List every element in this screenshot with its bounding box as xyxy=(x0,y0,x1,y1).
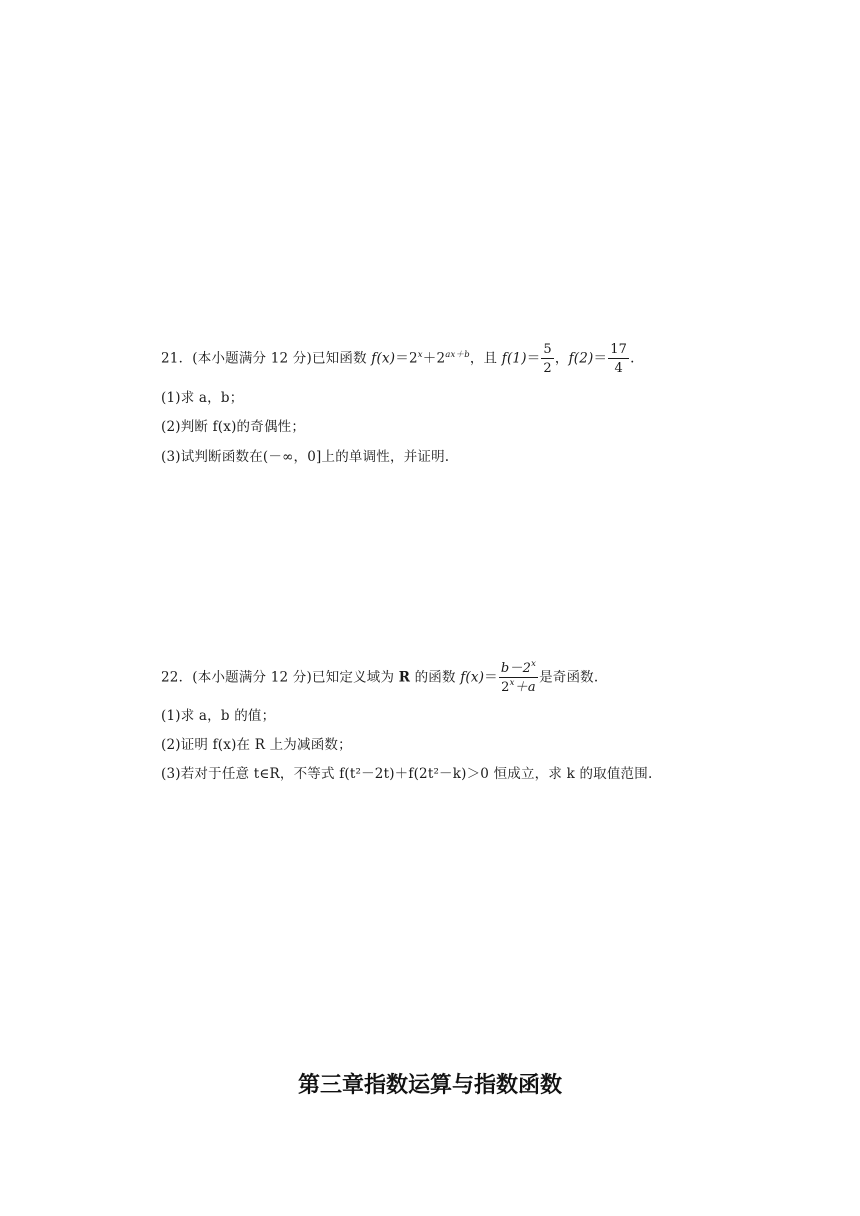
condition-text: ，且 xyxy=(469,350,498,367)
problem-22-part-1: (1)求 a，b 的值； xyxy=(161,708,276,724)
problem-22-stem xyxy=(161,659,599,695)
plus-sign: ＋ xyxy=(422,350,437,367)
fraction-numerator: 5 xyxy=(543,342,552,357)
equals-sign: ＝ xyxy=(484,669,498,686)
real-set-symbol: R xyxy=(398,669,411,686)
denominator-tail: ＋a xyxy=(514,680,536,695)
period: . xyxy=(630,350,635,367)
base-two: 2 xyxy=(436,350,446,367)
problem-21-part-2: (2)判断 f(x)的奇偶性； xyxy=(161,419,306,435)
fraction-denominator: 2 xyxy=(543,361,552,376)
base-two: 2 xyxy=(408,350,418,367)
fraction-f1 xyxy=(541,343,553,375)
problem-21-points: (本小题满分 12 分) xyxy=(192,350,312,367)
problem-21-number: 21． xyxy=(161,350,193,367)
fraction-denominator xyxy=(499,678,538,694)
exponent-ax-plus-b: ax＋b xyxy=(445,349,470,360)
fraction-numerator: 17 xyxy=(610,342,628,357)
problem-22-stem-text: 已知定义域为 xyxy=(311,669,395,686)
function-name: f(x) xyxy=(460,669,485,686)
f2-label: f(2) xyxy=(568,350,594,367)
problem-22-number: 22． xyxy=(161,669,193,686)
problem-21-stem-text: 已知函数 xyxy=(311,350,367,367)
problem-21-stem xyxy=(161,343,635,375)
problem-22-stem-text-b: 的函数 xyxy=(414,669,456,686)
denominator-exponent: x xyxy=(509,678,515,688)
problem-22-points: (本小题满分 12 分) xyxy=(192,669,312,686)
numerator-exponent: x xyxy=(531,659,537,669)
problem-22-part-3: (3)若对于任意 t∈R，不等式 f(t²－2t)＋f(2t²－k)＞0 恒成立，求 k 的取值范围. xyxy=(161,766,653,782)
chapter-title: 第三章指数运算与指数函数 xyxy=(297,1073,562,1098)
f1-label: f(1) xyxy=(501,350,527,367)
numerator-text: b－2 xyxy=(500,661,532,676)
function-name: f(x) xyxy=(371,350,396,367)
problem-21-part-3: (3)试判断函数在(－∞，0]上的单调性，并证明. xyxy=(161,449,450,465)
problem-22-part-2: (2)证明 f(x)在 R 上为减函数； xyxy=(161,737,352,753)
stem-end: 是奇函数. xyxy=(539,669,599,686)
problem-21-part-1: (1)求 a，b； xyxy=(161,390,244,406)
fraction-denominator: 4 xyxy=(614,361,623,376)
denominator-base: 2 xyxy=(501,680,510,695)
separator: ， xyxy=(554,350,569,367)
equals-sign: ＝ xyxy=(395,350,409,367)
equals-sign: ＝ xyxy=(526,350,541,367)
fraction-f2 xyxy=(608,343,629,375)
equals-sign: ＝ xyxy=(593,350,608,367)
exponent-x: x xyxy=(417,349,423,360)
fraction-f xyxy=(499,659,538,695)
fraction-numerator xyxy=(499,659,538,678)
